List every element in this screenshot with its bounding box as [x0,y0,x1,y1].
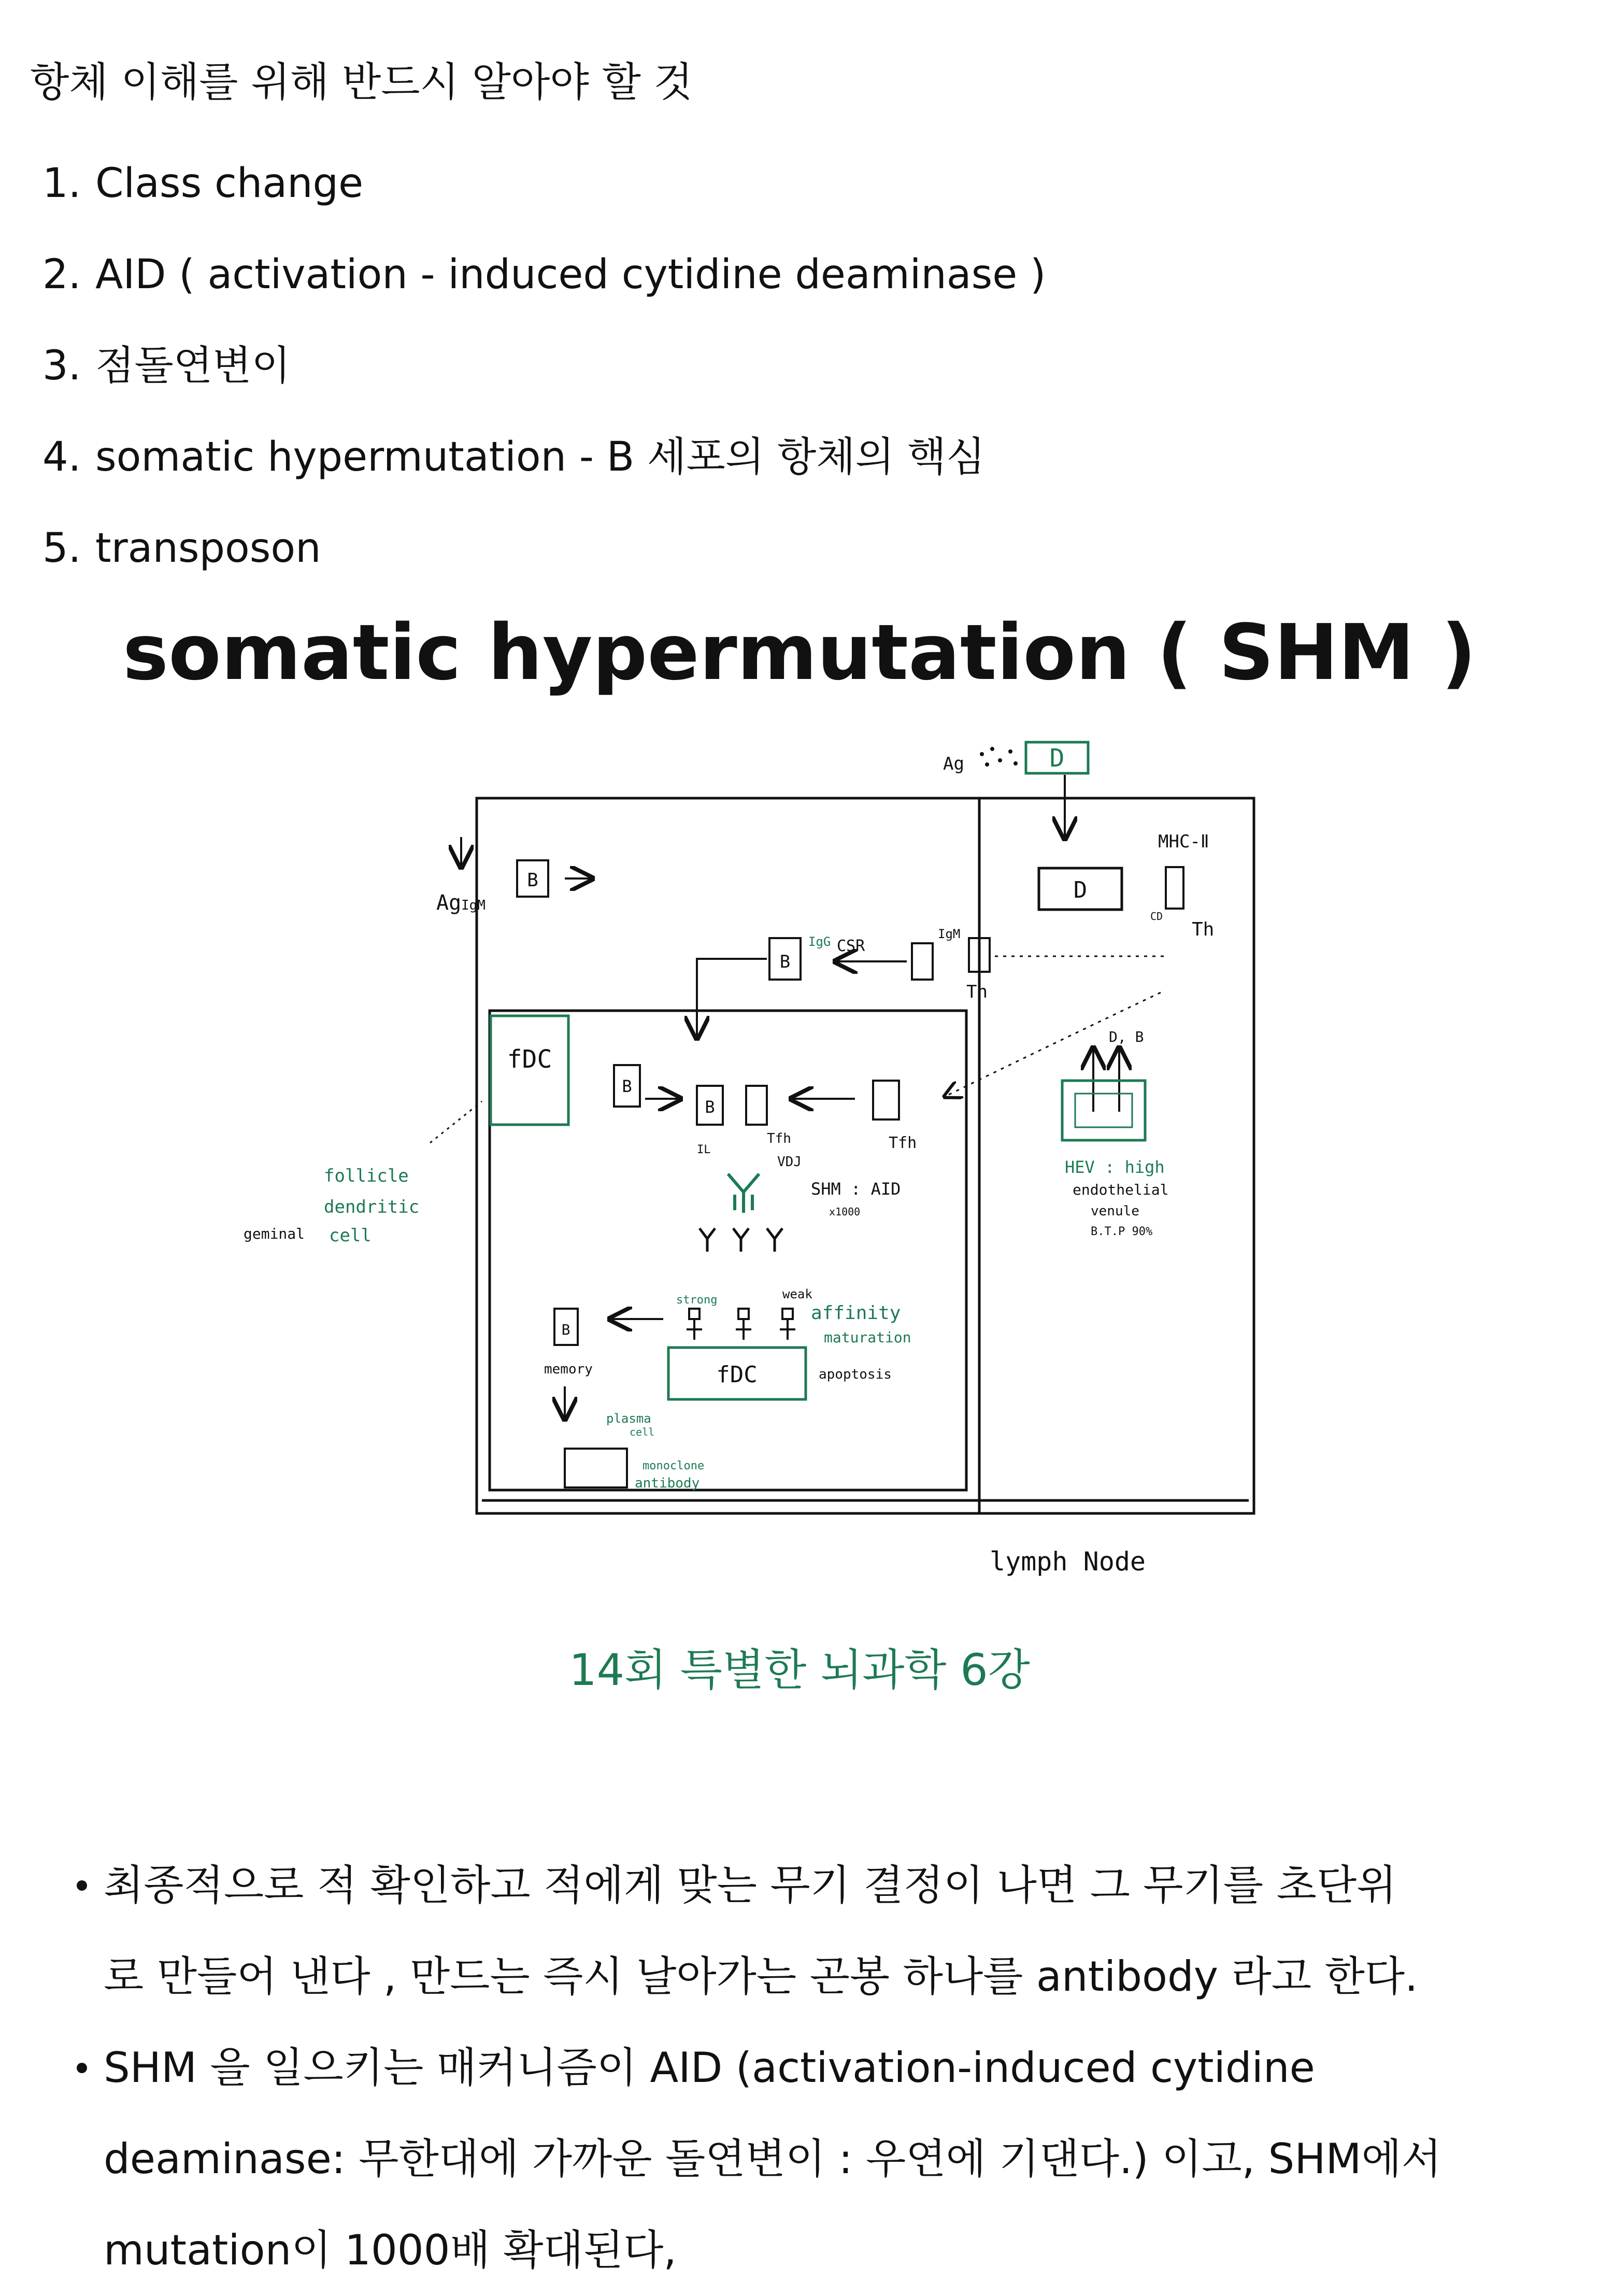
list-item: 최종적으로 적 확인하고 적에게 맞는 무기 결정이 나면 그 무기를 초단위 로 만들어 낸다 , 만드는 즉시 날아가는 곤봉 하나를 antibody 라고 한다. [73,1840,1554,2022]
svg-text:B: B [705,1097,715,1117]
svg-text:B: B [622,1076,632,1096]
antibody-icon [728,1174,759,1213]
svg-text:x1000: x1000 [829,1206,861,1218]
svg-text:IL: IL [697,1143,711,1156]
svg-text:geminal: geminal [244,1225,305,1242]
svg-text:B.T.P 90%: B.T.P 90% [1091,1225,1153,1238]
svg-text:maturation: maturation [824,1329,911,1346]
svg-text:B: B [779,952,791,972]
svg-text:HEV : high: HEV : high [1065,1157,1165,1177]
svg-text:strong: strong [676,1294,718,1307]
svg-text:B: B [561,1321,570,1338]
svg-text:Th: Th [966,982,988,1002]
list-item: 4. somatic hypermutation - B 세포의 항체의 핵심 [42,434,986,480]
svg-text:VDJ: VDJ [777,1154,802,1170]
page-title: somatic hypermutation ( SHM ) [122,608,1477,697]
ag-label: Ag [943,754,964,774]
svg-text:IgG: IgG [808,934,831,949]
svg-text:dendritic: dendritic [324,1197,420,1217]
svg-text:Tfh: Tfh [767,1131,791,1146]
svg-text:Ag: Ag [436,891,462,915]
svg-text:fDC: fDC [507,1045,552,1074]
svg-text:antibody: antibody [635,1476,700,1491]
svg-text:B: B [527,870,538,891]
svg-text:cell: cell [329,1225,372,1246]
svg-text:plasma: plasma [606,1411,651,1426]
shm-diagram [233,728,1337,1620]
svg-text:Th: Th [1192,919,1215,940]
svg-text:cell: cell [630,1426,655,1438]
list-item: SHM 을 일으키는 매커니즘이 AID (activation-induced cytidine deaminase: 무한대에 가까운 돌연변이 : 우연에 기댄다.) 이고, SHM에서 mutation이 1000배 확대된다, [73,2022,1554,2296]
svg-text:memory: memory [544,1362,593,1377]
list-item: 2. AID ( activation - induced cytidine deaminase ) [42,251,1046,298]
svg-text:SHM : AID: SHM : AID [811,1179,901,1199]
svg-text:venule: venule [1091,1203,1139,1219]
d-label: D [1049,744,1065,773]
svg-text:endothelial: endothelial [1073,1181,1169,1198]
list-item: 3. 점돌연변이 [42,343,291,389]
svg-text:follicle: follicle [324,1166,409,1186]
svg-text:Tfh: Tfh [889,1134,917,1152]
list-item: 1. Class change [42,160,364,207]
svg-text:IgM: IgM [461,898,486,913]
svg-text:CD: CD [1150,910,1163,923]
figure-caption: 14회 특별한 뇌과학 6강 [569,1645,1030,1695]
svg-text:affinity: affinity [811,1302,901,1324]
svg-text:fDC: fDC [716,1362,758,1388]
d-cell-label: D [1073,877,1088,903]
svg-text:D, B: D, B [1109,1028,1144,1045]
svg-text:weak: weak [782,1287,812,1301]
follicle-box [490,1011,966,1490]
list-item: 5. transposon [42,525,321,572]
svg-text:monoclone: monoclone [643,1459,705,1472]
intro-heading: 항체 이해를 위해 반드시 알아야 할 것 [30,59,693,106]
svg-text:apoptosis: apoptosis [819,1367,892,1382]
lymph-node-frame [477,798,1254,1513]
svg-text:CSR: CSR [837,937,865,955]
key-points-list [42,160,1046,619]
lymph-node-label: lymph Node [990,1547,1146,1577]
svg-text:IgM: IgM [938,927,961,941]
mhc-label: MHC-Ⅱ [1158,831,1209,852]
bullet-list [73,1840,1554,2296]
